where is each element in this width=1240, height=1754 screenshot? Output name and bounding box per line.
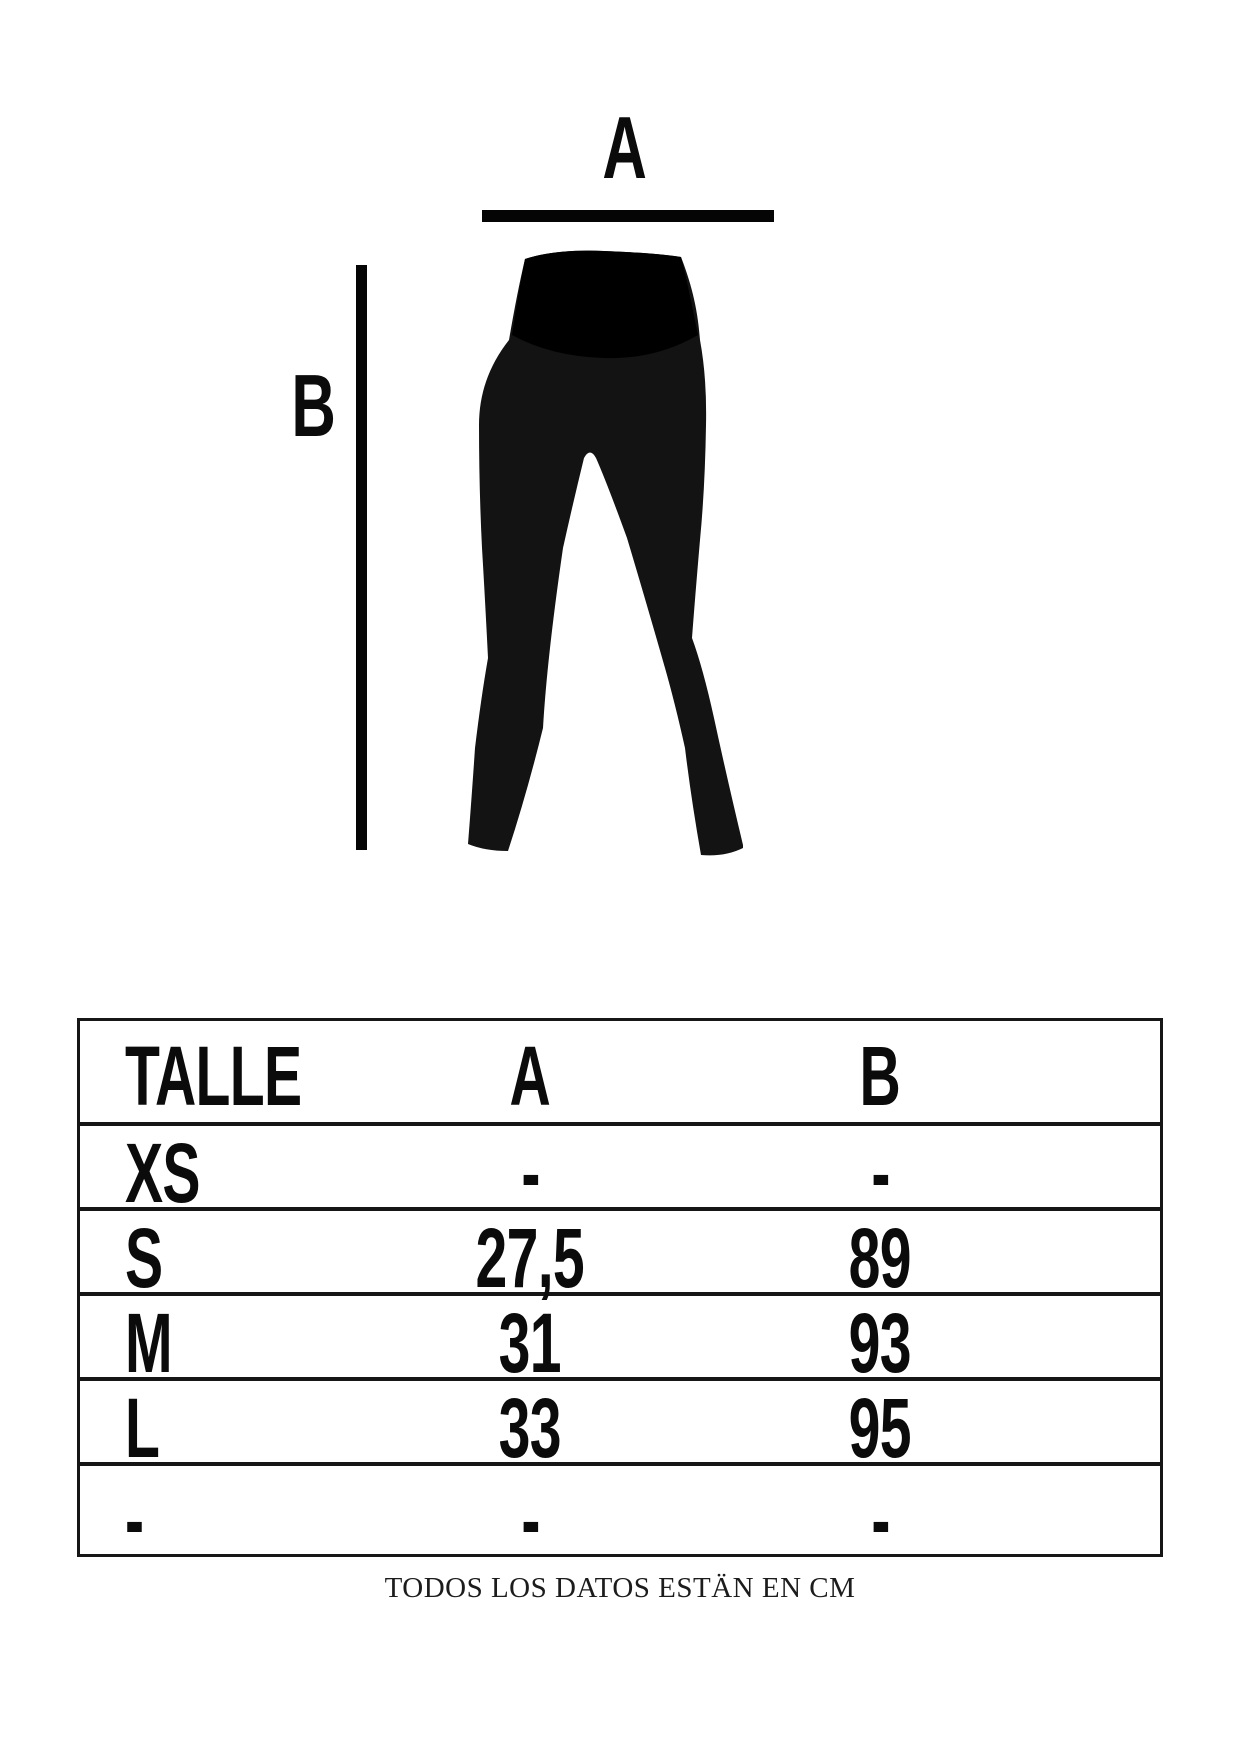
cell-a-value	[370, 1211, 690, 1305]
size-label: XS	[125, 1126, 200, 1220]
size-label: L	[125, 1381, 160, 1475]
b-value: -	[870, 1473, 890, 1567]
a-value: 27,5	[475, 1211, 585, 1305]
header-cell-a	[370, 1029, 690, 1123]
measure-b-line	[356, 265, 367, 850]
header-b-text: B	[859, 1029, 901, 1123]
units-note: TODOS LOS DATOS ESTÄN EN CM	[384, 1572, 856, 1604]
measure-a-line	[482, 210, 774, 222]
header-cell-b	[690, 1029, 1070, 1123]
cell-b-value	[690, 1296, 1070, 1390]
cell-b-value	[690, 1381, 1070, 1475]
cell-size	[80, 1473, 370, 1567]
b-value: 89	[848, 1211, 912, 1305]
size-label: -	[125, 1473, 144, 1567]
a-value: 31	[498, 1296, 562, 1390]
measure-a-label	[489, 98, 759, 197]
a-value: 33	[498, 1381, 562, 1475]
header-cell-talle	[80, 1029, 370, 1123]
header-talle-text: TALLE	[125, 1029, 302, 1123]
measure-a-letter: A	[602, 98, 646, 197]
b-value: 93	[848, 1296, 912, 1390]
size-table-header-row	[80, 1021, 1160, 1122]
table-row-l	[80, 1377, 1160, 1475]
b-value: -	[870, 1126, 890, 1220]
b-value: 95	[848, 1381, 912, 1475]
cell-b-value	[690, 1473, 1070, 1567]
cell-size	[80, 1296, 370, 1390]
size-label: S	[125, 1211, 163, 1305]
cell-a-value	[370, 1126, 690, 1220]
table-row-xs	[80, 1122, 1160, 1220]
table-row-s	[80, 1207, 1160, 1305]
cell-a-value	[370, 1381, 690, 1475]
cell-a-value	[370, 1473, 690, 1567]
header-a-text: A	[509, 1029, 551, 1123]
cell-b-value	[690, 1211, 1070, 1305]
table-row-empty	[80, 1462, 1160, 1567]
table-row-m	[80, 1292, 1160, 1390]
size-label: M	[125, 1296, 172, 1390]
cell-a-value	[370, 1296, 690, 1390]
cell-b-value	[690, 1126, 1070, 1220]
measure-b-letter: B	[291, 356, 335, 455]
cell-size	[80, 1126, 370, 1220]
cell-size	[80, 1381, 370, 1475]
a-value: -	[520, 1473, 540, 1567]
a-value: -	[520, 1126, 540, 1220]
leggings-silhouette	[455, 248, 755, 860]
size-table	[77, 1018, 1163, 1567]
measure-b-label	[258, 356, 368, 455]
cell-size	[80, 1211, 370, 1305]
